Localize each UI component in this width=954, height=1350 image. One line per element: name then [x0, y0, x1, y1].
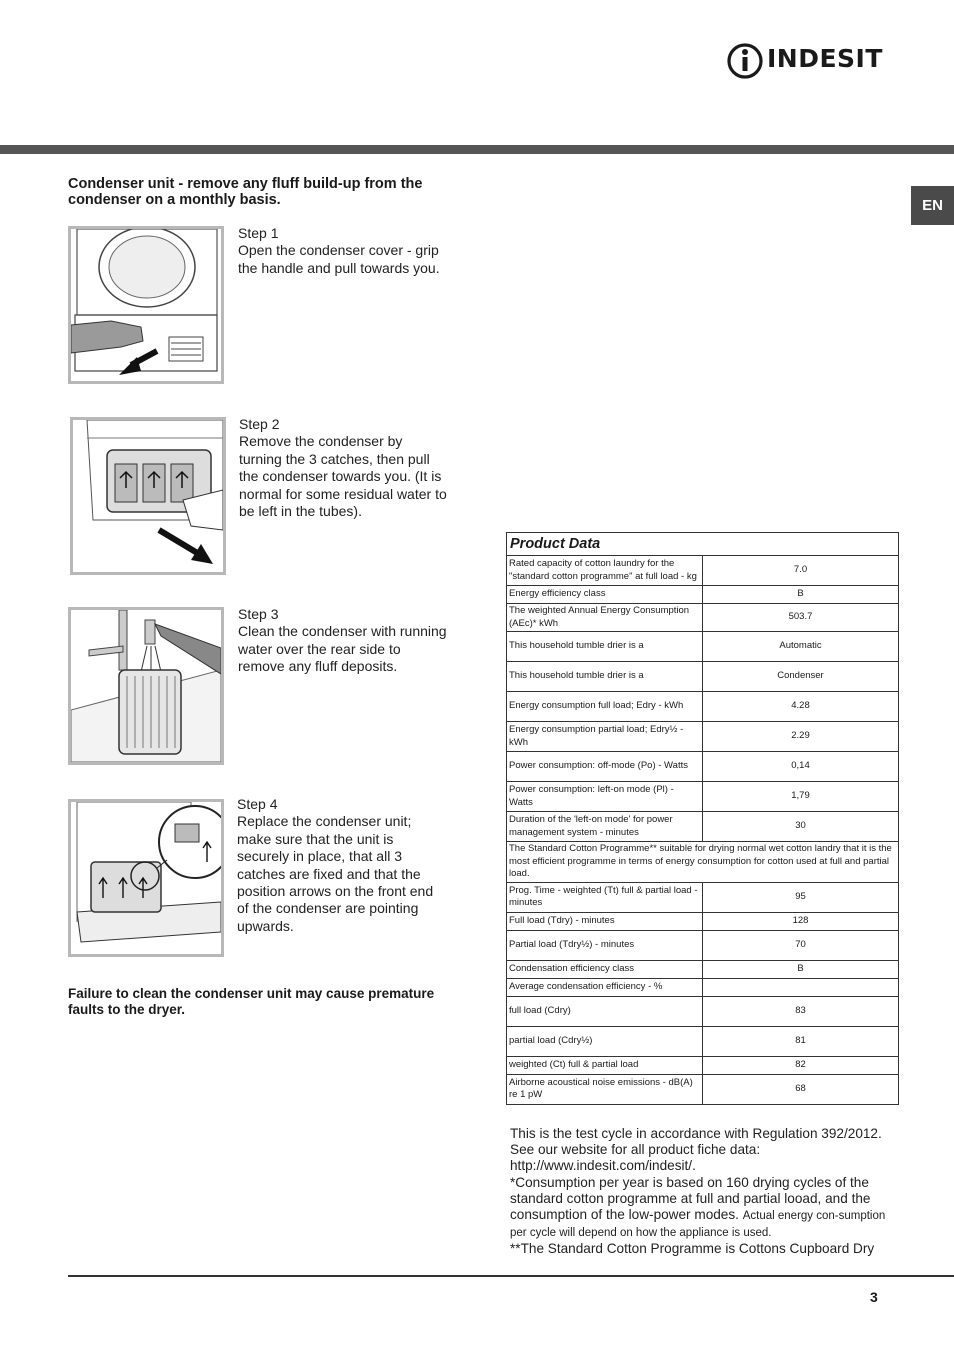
footnote-standard-programme: **The Standard Cotton Programme is Cottons Cupboard Dry: [510, 1241, 875, 1257]
product-data-label: weighted (Ct) full & partial load: [507, 1056, 703, 1074]
product-data-row: [507, 632, 899, 662]
brand-i-icon: [727, 40, 763, 82]
product-data-row: [507, 996, 899, 1026]
footnote-consumption: [510, 1175, 900, 1242]
product-data-row: [507, 960, 899, 978]
product-data-value: 83: [703, 996, 899, 1026]
header-divider: [0, 145, 954, 154]
product-data-label: Full load (Tdry) - minutes: [507, 912, 703, 930]
step-4-illustration: [68, 799, 224, 957]
product-data-row: [507, 722, 899, 752]
product-data-header-row: [507, 533, 899, 556]
product-data-label: Condensation efficiency class: [507, 960, 703, 978]
step-3-body: Clean the condenser with running water over the rear side to remove any fluff deposits.: [238, 623, 447, 675]
footnote-test-cycle: This is the test cycle in accordance with Regulation 392/2012. See our website for all product fiche data: http://www.indesit.com/indesit/.: [510, 1126, 882, 1174]
step-3-title: Step 3: [238, 606, 279, 622]
product-data-value: 2.29: [703, 722, 899, 752]
section-heading: Condenser unit - remove any fluff build-up from the condenser on a monthly basis.: [68, 176, 423, 208]
product-data-title: Product Data: [507, 533, 899, 556]
product-data-value: 70: [703, 930, 899, 960]
step-1-text: [238, 225, 448, 277]
product-data-row: [507, 912, 899, 930]
product-data-label: Duration of the 'left-on mode' for power management system - minutes: [507, 812, 703, 842]
product-data-row: [507, 586, 899, 604]
product-data-value: 1,79: [703, 782, 899, 812]
brand-name: INDESIT: [767, 44, 883, 73]
product-data-row: [507, 692, 899, 722]
product-data-label: This household tumble drier is a: [507, 662, 703, 692]
product-data-value: 68: [703, 1074, 899, 1104]
product-data-label: Energy consumption full load; Edry - kWh: [507, 692, 703, 722]
step-1-illustration: [68, 226, 224, 384]
product-data-value: Automatic: [703, 632, 899, 662]
product-data-label: Energy efficiency class: [507, 586, 703, 604]
step-2-title: Step 2: [239, 416, 280, 432]
footnotes: [510, 1126, 900, 1258]
language-tab[interactable]: EN: [911, 186, 954, 225]
step-1-body: Open the condenser cover - grip the handle and pull towards you.: [238, 242, 440, 276]
footer-divider: [68, 1275, 954, 1277]
product-data-value: Condenser: [703, 662, 899, 692]
product-data-row: [507, 1026, 899, 1056]
product-data-label: The weighted Annual Energy Consumption (AEc)* kWh: [507, 604, 703, 632]
product-data-value: B: [703, 960, 899, 978]
product-data-value: B: [703, 586, 899, 604]
product-data-row: [507, 604, 899, 632]
product-data-label: The Standard Cotton Programme** suitable for drying normal wet cotton landry that it is the most efficient programme in terms of energy consumption for cotton used at full and partial load.: [507, 842, 899, 883]
product-data-value: 0,14: [703, 752, 899, 782]
product-data-value: 81: [703, 1026, 899, 1056]
product-data-value: 95: [703, 882, 899, 912]
product-data-value: [703, 978, 899, 996]
product-data-label: Energy consumption partial load; Edry½ - kWh: [507, 722, 703, 752]
step-4-body: Replace the condenser unit; make sure that the unit is securely in place, that all 3 catches are fixed and that the position arrows on the front end of the condenser are pointing upwards.: [237, 813, 434, 934]
page-number: 3: [870, 1289, 878, 1305]
product-data-label: Average condensation efficiency - %: [507, 978, 703, 996]
product-data-row: [507, 1056, 899, 1074]
product-data-label: This household tumble drier is a: [507, 632, 703, 662]
product-data-label: Rated capacity of cotton laundry for the "standard cotton programme" at full load - kg: [507, 556, 703, 586]
product-data-row: [507, 978, 899, 996]
product-data-row: [507, 1074, 899, 1104]
step-2-illustration: [70, 417, 226, 575]
step-4-text: [237, 796, 447, 935]
product-data-row: [507, 662, 899, 692]
product-data-value: 128: [703, 912, 899, 930]
product-data-row: [507, 782, 899, 812]
product-data-row: [507, 842, 899, 883]
product-data-row: [507, 556, 899, 586]
product-data-value: 82: [703, 1056, 899, 1074]
product-data-table: [506, 532, 899, 1105]
product-data-row: [507, 752, 899, 782]
step-3-text: [238, 606, 448, 676]
product-data-label: Power consumption: left-on mode (Pl) - Watts: [507, 782, 703, 812]
footnote-consumption-small: Actual energy con-sumption per cycle will depend on how the appliance is used.: [510, 1210, 886, 1240]
product-data-row: [507, 812, 899, 842]
product-data-value: 30: [703, 812, 899, 842]
product-data-label: Airborne acoustical noise emissions - dB(A) re 1 pW: [507, 1074, 703, 1104]
step-2-text: [239, 416, 449, 520]
step-3-illustration: [68, 607, 224, 765]
step-2-body: Remove the condenser by turning the 3 catches, then pull the condenser towards you. (It is normal for some residual water to be left in the tubes).: [239, 433, 447, 520]
product-data-value: 503.7: [703, 604, 899, 632]
failure-warning: Failure to clean the condenser unit may cause premature faults to the dryer.: [68, 986, 435, 1017]
product-data-row: [507, 882, 899, 912]
step-1-title: Step 1: [238, 225, 279, 241]
product-data-label: partial load (Cdry½): [507, 1026, 703, 1056]
product-data-row: [507, 930, 899, 960]
product-data-label: Partial load (Tdry½) - minutes: [507, 930, 703, 960]
brand-logo: [727, 40, 887, 82]
product-data-label: Prog. Time - weighted (Tt) full & partial load - minutes: [507, 882, 703, 912]
product-data-label: full load (Cdry): [507, 996, 703, 1026]
product-data-value: 4.28: [703, 692, 899, 722]
step-4-title: Step 4: [237, 796, 278, 812]
footnote-consumption-main: *Consumption per year is based on 160 drying cycles of the standard cotton programme at full and partial looad, and the consumption of the low-power modes.: [510, 1174, 871, 1223]
product-data-value: 7.0: [703, 556, 899, 586]
product-data-label: Power consumption: off-mode (Po) - Watts: [507, 752, 703, 782]
